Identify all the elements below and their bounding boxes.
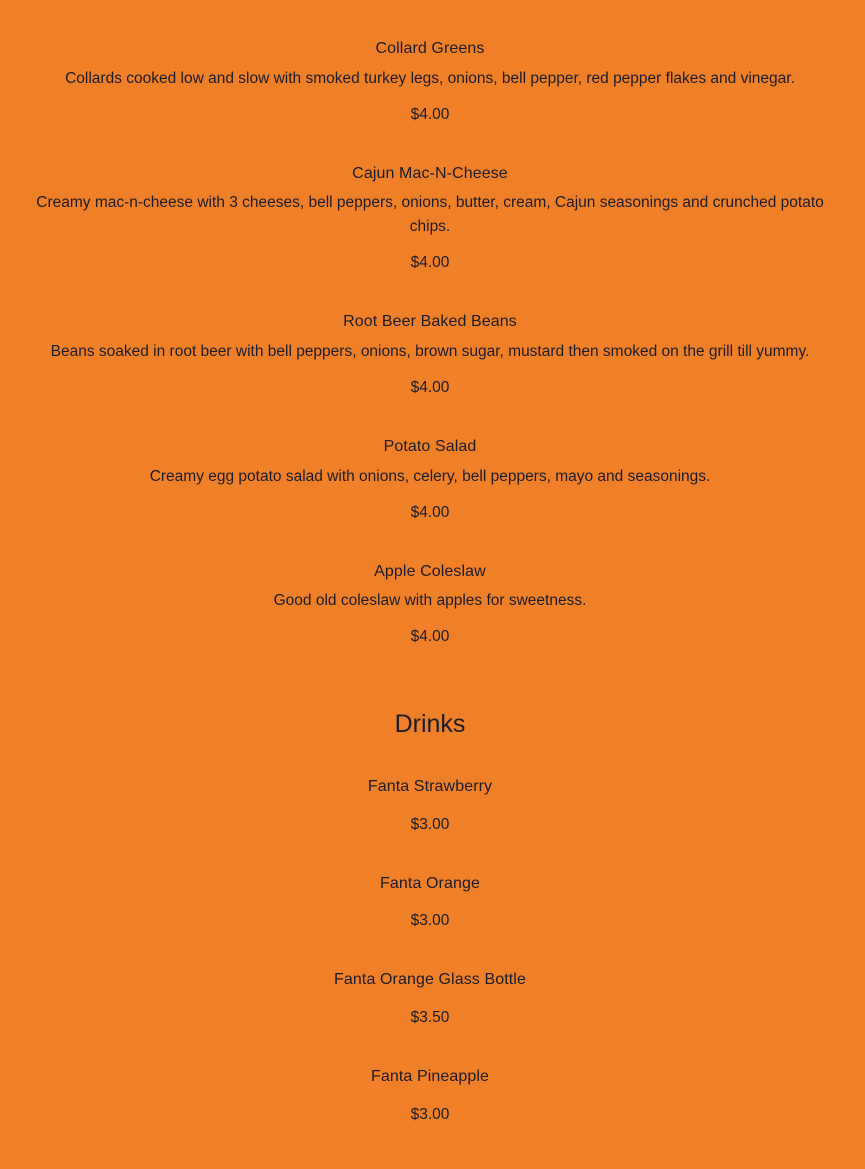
item-price: $4.00 bbox=[410, 379, 450, 396]
item-name: Apple Coleslaw bbox=[374, 563, 486, 580]
item-name: Fanta Strawberry bbox=[367, 778, 493, 795]
item-name: Root Beer Baked Beans bbox=[343, 313, 517, 330]
item-description: Beans soaked in root beer with bell peppers, onions, brown sugar, mustard then smoked on the grill till yummy. bbox=[50, 343, 810, 360]
item-name: Potato Salad bbox=[383, 438, 477, 455]
item-description: Creamy mac-n-cheese with 3 cheeses, bell peppers, onions, butter, cream, Cajun seasonings and crunched potato chips. bbox=[36, 194, 824, 235]
item-price: $3.00 bbox=[410, 1106, 450, 1123]
item-price: $4.00 bbox=[410, 254, 450, 271]
item-description: Good old coleslaw with apples for sweetness. bbox=[273, 592, 587, 609]
item-name: Fanta Orange bbox=[380, 875, 480, 892]
item-description: Collards cooked low and slow with smoked turkey legs, onions, bell pepper, red pepper flakes and vinegar. bbox=[65, 70, 795, 87]
item-name: Collard Greens bbox=[375, 40, 485, 57]
item-price: $3.00 bbox=[410, 912, 450, 929]
item-price: $4.00 bbox=[410, 504, 450, 521]
item-price: $4.00 bbox=[410, 106, 450, 123]
item-price: $4.00 bbox=[410, 628, 450, 645]
item-description: Creamy egg potato salad with onions, celery, bell peppers, mayo and seasonings. bbox=[149, 468, 711, 485]
item-name: Fanta Pineapple bbox=[370, 1068, 490, 1085]
item-name: Cajun Mac-N-Cheese bbox=[352, 165, 508, 182]
section-title-drinks: Drinks bbox=[394, 710, 466, 738]
item-price: $3.50 bbox=[410, 1009, 450, 1026]
item-name: Fanta Orange Glass Bottle bbox=[334, 971, 526, 988]
item-price: $3.00 bbox=[410, 816, 450, 833]
